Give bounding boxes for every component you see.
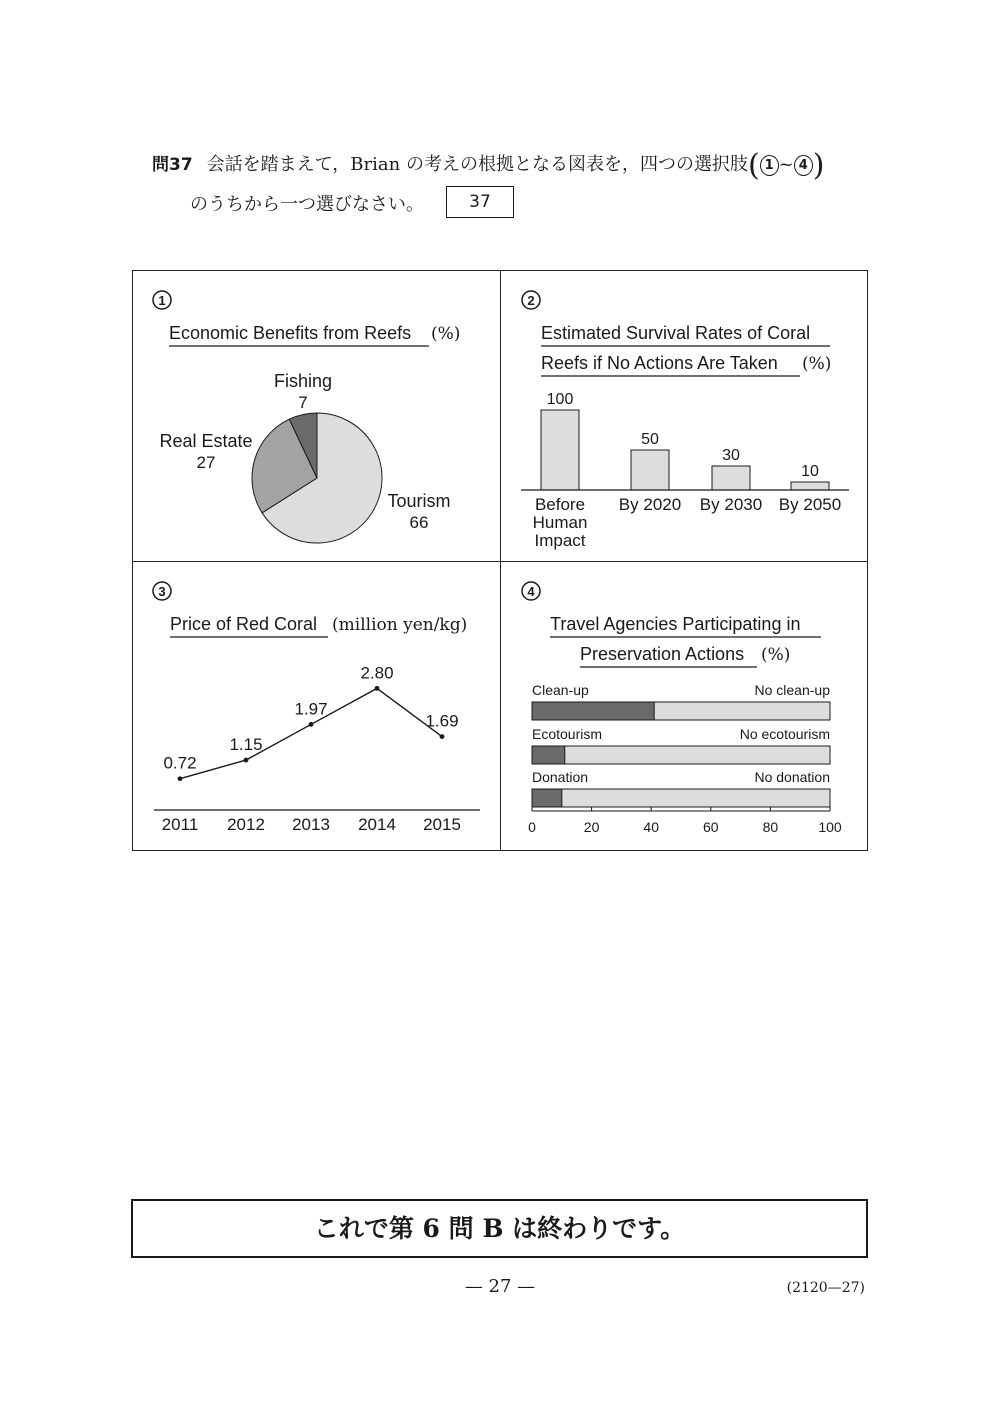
agency-row-left-label-2: Donation bbox=[532, 769, 589, 785]
agency-bar-fill-1 bbox=[532, 746, 565, 764]
panel-3-marker[interactable] bbox=[153, 582, 171, 600]
choice-last-marker: 4 bbox=[794, 155, 813, 176]
svg-text:1: 1 bbox=[158, 293, 166, 308]
hbar-unit: (%) bbox=[761, 645, 791, 665]
pie-label-fishing: Fishing bbox=[273, 371, 333, 391]
agency-tick-20: 20 bbox=[583, 819, 600, 835]
survival-category-0-0: Before bbox=[534, 495, 586, 514]
price-point-2011 bbox=[178, 776, 183, 781]
price-label-2013: 1.97 bbox=[294, 699, 328, 719]
pie-value-tourism: 66 bbox=[409, 513, 429, 532]
price-point-2014 bbox=[375, 686, 380, 691]
panel-4-marker[interactable] bbox=[522, 582, 540, 600]
pie-label-tourism: Tourism bbox=[387, 491, 451, 511]
choices-grid bbox=[132, 270, 868, 851]
agency-row-left-label-0: Clean-up bbox=[532, 682, 589, 698]
year-tick-2014: 2014 bbox=[358, 815, 396, 834]
svg-text:4: 4 bbox=[527, 584, 535, 599]
paren-open: ( bbox=[747, 148, 760, 183]
charts-svg bbox=[133, 271, 869, 852]
agency-tick-80: 80 bbox=[762, 819, 779, 835]
survival-category-1-0: By 2020 bbox=[618, 495, 682, 514]
hbar-title-line-1: Travel Agencies Participating in bbox=[550, 614, 801, 634]
survival-category-3-0: By 2050 bbox=[778, 495, 842, 514]
price-point-2015 bbox=[440, 734, 445, 739]
paren-close: ) bbox=[812, 148, 825, 183]
question-number: 問37 bbox=[152, 155, 193, 175]
pie-label-real-estate: Real Estate bbox=[159, 431, 253, 451]
red-coral-line-chart bbox=[162, 663, 461, 834]
line-title: Price of Red Coral bbox=[170, 614, 318, 634]
svg-text:2: 2 bbox=[527, 293, 535, 308]
survival-bar-1 bbox=[631, 450, 669, 490]
agency-row-left-label-1: Ecotourism bbox=[532, 726, 603, 742]
bar-title-line-2: Reefs if No Actions Are Taken bbox=[541, 353, 778, 373]
price-point-2013 bbox=[309, 722, 314, 727]
survival-bar-0 bbox=[541, 410, 579, 490]
survival-bars bbox=[533, 391, 842, 550]
survival-category-0-1: Human bbox=[532, 513, 588, 532]
agency-bars bbox=[528, 682, 842, 835]
question-line-1 bbox=[152, 148, 824, 183]
panel-2-marker[interactable] bbox=[522, 291, 540, 309]
svg-text:3: 3 bbox=[158, 584, 166, 599]
agency-row-right-label-0: No clean-up bbox=[754, 682, 830, 698]
question-text-1: 会話を踏まえて，Brian の考えの根拠となる図表を，四つの選択肢 bbox=[206, 154, 748, 175]
survival-bar-value-0: 100 bbox=[546, 391, 574, 408]
survival-bar-2 bbox=[712, 466, 750, 490]
agency-tick-100: 100 bbox=[818, 819, 842, 835]
tilde: ~ bbox=[778, 154, 794, 175]
pie-value-real-estate: 27 bbox=[196, 453, 216, 472]
price-point-2012 bbox=[244, 758, 249, 763]
pie-value-fishing: 7 bbox=[298, 393, 308, 412]
pie-title: Economic Benefits from Reefs bbox=[169, 323, 412, 343]
pie-unit: (%) bbox=[431, 324, 461, 344]
year-tick-2011: 2011 bbox=[161, 815, 199, 834]
survival-bar-value-1: 50 bbox=[641, 431, 659, 448]
survival-category-2-0: By 2030 bbox=[699, 495, 763, 514]
agency-row-right-label-1: No ecotourism bbox=[739, 726, 830, 742]
agency-bar-fill-0 bbox=[532, 702, 654, 720]
agency-bar-fill-2 bbox=[532, 789, 562, 807]
agency-tick-0: 0 bbox=[528, 819, 536, 835]
year-tick-2012: 2012 bbox=[227, 815, 265, 834]
choice-first-marker: 1 bbox=[760, 155, 779, 176]
survival-category-0-2: Impact bbox=[534, 531, 586, 550]
price-label-2011: 0.72 bbox=[163, 753, 197, 773]
agency-row-right-label-2: No donation bbox=[754, 769, 830, 785]
bar-unit: (%) bbox=[802, 354, 832, 374]
line-unit: (million yen/kg) bbox=[332, 615, 468, 635]
year-tick-2015: 2015 bbox=[423, 815, 461, 834]
hbar-title-line-2: Preservation Actions bbox=[580, 644, 745, 664]
agency-bar-bg-1 bbox=[532, 746, 830, 764]
agency-bar-bg-2 bbox=[532, 789, 830, 807]
survival-bar-value-2: 30 bbox=[722, 447, 740, 464]
question-line-2: のうちから一つ選びなさい。 bbox=[190, 194, 424, 215]
answer-box[interactable]: 37 bbox=[446, 186, 514, 218]
survival-bar-3 bbox=[791, 482, 829, 490]
agency-tick-60: 60 bbox=[703, 819, 719, 835]
survival-bar-value-3: 10 bbox=[801, 463, 819, 480]
panel-1-marker[interactable] bbox=[153, 291, 171, 309]
page-code: (2120—27) bbox=[786, 1280, 865, 1296]
price-label-2012: 1.15 bbox=[229, 735, 263, 755]
price-label-2015: 1.69 bbox=[425, 711, 459, 731]
price-label-2014: 2.80 bbox=[360, 663, 394, 683]
page-number: — 27 — bbox=[464, 1276, 536, 1297]
pie-slices bbox=[252, 413, 382, 543]
agency-tick-40: 40 bbox=[643, 819, 659, 835]
end-message-box: これで第 6 問 B は終わりです。 bbox=[131, 1199, 868, 1258]
bar-title-line-1: Estimated Survival Rates of Coral bbox=[541, 323, 811, 343]
year-tick-2013: 2013 bbox=[292, 815, 330, 834]
